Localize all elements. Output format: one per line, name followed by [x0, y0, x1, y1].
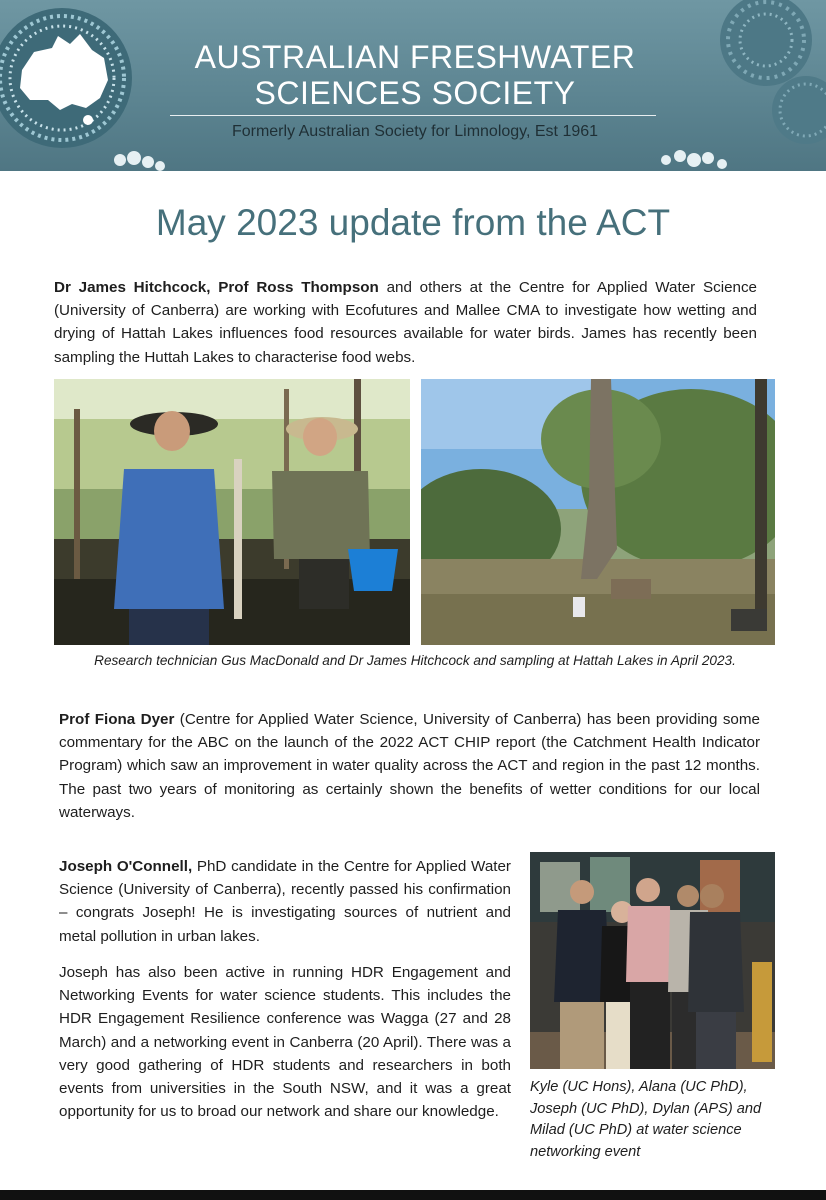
- section2-name: Prof Fiona Dyer: [59, 711, 175, 728]
- section3-paragraph-2: Joseph has also been active in running HDR Engagement and Networking Events for water science students. This includes the HDR Engagement Resilience conference was Wagga (27 and 28 March) and a networking event in Canberra (20 April). There was a very good gathering of HDR students and researchers in both events from universities in the South NSW, and it was a great opportunity for us to broad our network and share our knowledge.: [59, 964, 511, 1121]
- page-title: May 2023 update from the ACT: [155, 202, 671, 243]
- photo-researchers-in-water: [54, 379, 410, 645]
- section1-paragraph: [54, 276, 757, 369]
- org-subtitle: Formerly Australian Society for Limnology, Est 1961: [231, 123, 599, 140]
- section3-name: Joseph O'Connell,: [59, 858, 193, 875]
- header-banner: [0, 0, 826, 171]
- section2-paragraph: [59, 708, 760, 824]
- photo-networking-event-group: [530, 852, 775, 1069]
- photo-hattah-lakes-site: [421, 379, 775, 645]
- section3-paragraph: [59, 855, 511, 948]
- dot-art-decoration: [646, 0, 826, 171]
- section2-text: (Centre for Applied Water Science, University of Canberra) has been providing some commentary for the ABC on the launch of the 2022 ACT CHIP report (the Catchment Health Indicator Program) which saw an improvement in water quality across the ACT and region in the past 12 months. The past two years of monitoring as certainly shown the benefits of wetter conditions for our local waterways.: [59, 711, 760, 821]
- org-name-line2: SCIENCES SOCIETY: [254, 75, 576, 111]
- section1-text: and others at the Centre for Applied Water Science (University of Canberra) are working with Ecofutures and Mallee CMA to investigate how wetting and drying of Hattah Lakes influences food resources available for water birds. James has recently been sampling the Huttah Lakes to characterise food webs.: [54, 279, 757, 366]
- photo-caption-2: Kyle (UC Hons), Alana (UC PhD), Joseph (UC PhD), Dylan (APS) and Milad (UC PhD) at water science networking event: [530, 1079, 762, 1160]
- section3-text: PhD candidate in the Centre for Applied Water Science (University of Canberra), recently passed his confirmation – congrats Joseph! He is investigating sources of nutrient and metal pollution in urban lakes.: [59, 858, 511, 945]
- bottom-edge-bar: [0, 1190, 826, 1200]
- australia-map-logo: [0, 0, 170, 171]
- header-divider: [170, 115, 656, 116]
- section1-names: Dr James Hitchcock, Prof Ross Thompson: [54, 279, 379, 296]
- photo-caption-1: Research technician Gus MacDonald and Dr James Hitchcock and sampling at Hattah Lakes in April 2023.: [94, 653, 736, 668]
- org-name-line1: AUSTRALIAN FRESHWATER: [194, 39, 636, 75]
